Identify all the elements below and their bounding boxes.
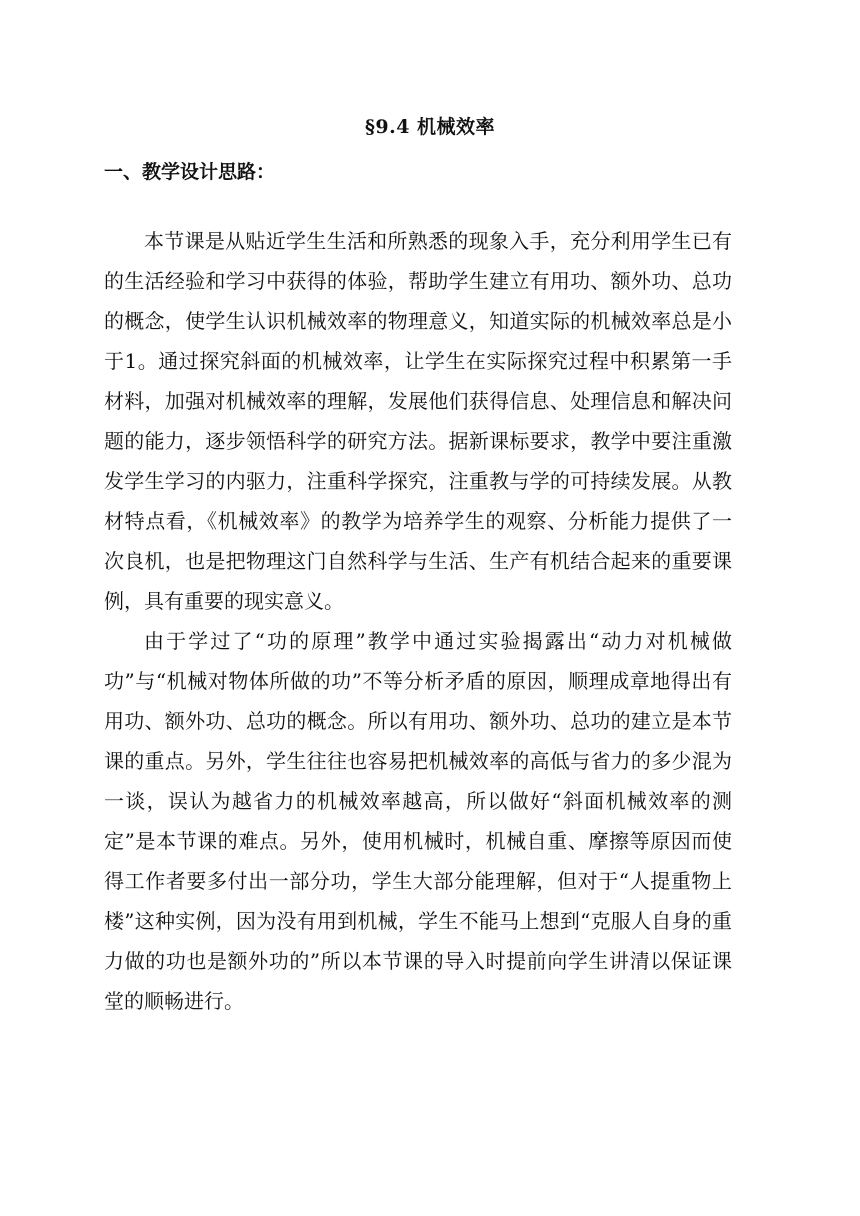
document-title: §9.4 机械效率 [364,116,496,138]
paragraph-1: 本节课是从贴近学生生活和所熟悉的现象入手，充分利用学生已有的生活经验和学习中获得的体验，帮助学生建立有用功、额外功、总功的概念，使学生认识机械效率的物理意义，知道实际的机械效率总是小于1。通过探究斜面的机械效率，让学生在实际探究过程中积累第一手材料，加强对机械效率的理解，发展他们获得信息、处理信息和解决问题的能力，逐步领悟科学的研究方法。据新课标要求，教学中要注重激发学生学习的内驱力，注重科学探究，注重教与学的可持续发展。从教材特点看，《机械效率》的教学为培养学生的观察、分析能力提供了一次良机，也是把物理这门自然科学与生活、生产有机结合起来的重要课例，具有重要的现实意义。 [104,229,732,613]
section-heading: 一、教学设计思路： [104,161,276,183]
paragraph-2: 由于学过了“功的原理”教学中通过实验揭露出“动力对机械做功”与“机械对物体所做的功”不等分析矛盾的原因，顺理成章地得出有用功、额外功、总功的概念。所以有用功、额外功、总功的建立是本节课的重点。另外，学生往往也容易把机械效率的高低与省力的多少混为一谈，误认为越省力的机械效率越高，所以做好“斜面机械效率的测定”是本节课的难点。另外，使用机械时，机械自重、摩擦等原因而使得工作者要多付出一部分功，学生大部分能理解，但对于“人提重物上楼”这种实例，因为没有用到机械，学生不能马上想到“克服人自身的重力做的功也是额外功的”所以本节课的导入时提前向学生讲清以保证课堂的顺畅进行。 [104,629,732,1013]
